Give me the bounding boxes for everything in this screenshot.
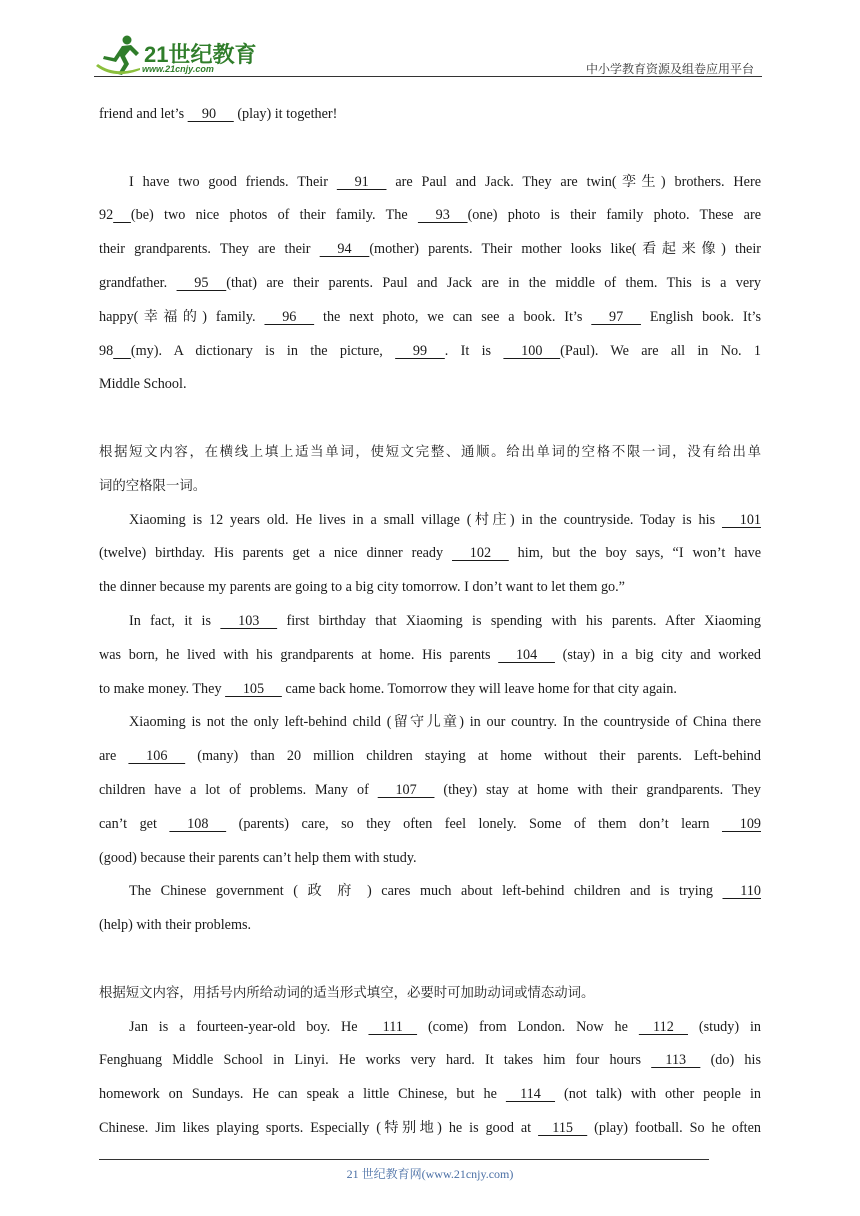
- text-line: happy(幸福的) family. 96 the next photo, we can see a book. It’s 97 English book. It’s: [99, 301, 761, 335]
- text-line: I have two good friends. Their 91 are Paul and Jack. They are twin(孪生) brothers. Here: [99, 166, 761, 200]
- answer-blank[interactable]: 94: [319, 241, 370, 258]
- answer-blank[interactable]: 95: [176, 274, 227, 291]
- answer-blank[interactable]: 99: [395, 342, 445, 359]
- document-body: [99, 98, 761, 1146]
- text-line: (twelve) birthday. His parents get a nice dinner ready 102 him, but the boy says, “I won’t have: [99, 537, 761, 571]
- logo-url: www.21cnjy.com: [142, 64, 214, 74]
- text-line: friend and let’s 90 (play) it together!: [99, 98, 761, 132]
- answer-blank[interactable]: 101: [721, 511, 761, 528]
- answer-blank[interactable]: 110: [722, 883, 761, 900]
- answer-blank[interactable]: 112: [638, 1018, 688, 1035]
- answer-blank[interactable]: 108: [169, 815, 227, 832]
- answer-blank[interactable]: [113, 199, 131, 233]
- answer-blank[interactable]: 96: [264, 308, 315, 325]
- answer-blank[interactable]: 115: [538, 1119, 588, 1136]
- platform-title: 中小学教育资源及组卷应用平台: [585, 62, 754, 76]
- answer-blank[interactable]: 113: [651, 1052, 701, 1069]
- text-line: (help) with their problems.: [99, 917, 252, 934]
- text-line: children have a lot of problems. Many of 107 (they) stay at home with their grandparents. They: [99, 774, 761, 808]
- answer-blank[interactable]: 107: [377, 781, 435, 798]
- text-line: 98 (my). A dictionary is in the picture, 99 . It is 100 (Paul). We are all in No. 1: [99, 335, 761, 369]
- text-line: 根据短文内容，用括号内所给动词的适当形式填空，必要时可加助动词或情态动词。: [99, 985, 595, 1001]
- text-line: 92 (be) two nice photos of their family. The 93 (one) photo is their family photo. These are: [99, 199, 761, 233]
- blank-line: [99, 943, 761, 977]
- answer-blank[interactable]: 97: [591, 308, 641, 325]
- text-line: their grandparents. They are their 94 (mother) parents. Their mother looks like(看起来像) their: [99, 233, 761, 267]
- footer-divider: [99, 1159, 709, 1160]
- answer-blank[interactable]: 90: [187, 106, 234, 122]
- text-line: Jan is a fourteen-year-old boy. He 111 (come) from London. Now he 112 (study) in: [99, 1011, 761, 1045]
- page-header: [0, 0, 860, 86]
- answer-blank[interactable]: 114: [505, 1086, 556, 1103]
- header-divider: [94, 76, 762, 77]
- text-line: 根据短文内容，在横线上填上适当单词，使短文完整、通顺。给出单词的空格不限一词，没有给出单: [99, 444, 761, 460]
- answer-blank[interactable]: 109: [721, 815, 761, 832]
- answer-blank[interactable]: [113, 335, 131, 369]
- answer-blank[interactable]: 111: [368, 1018, 418, 1035]
- answer-blank[interactable]: 93: [417, 207, 468, 224]
- answer-blank[interactable]: 102: [452, 545, 509, 562]
- answer-blank[interactable]: 104: [498, 646, 555, 663]
- answer-blank[interactable]: 91: [336, 173, 387, 190]
- text-line: 词的空格限一词。: [99, 478, 207, 494]
- logo-title: 21世纪教育: [144, 42, 257, 67]
- text-line: (good) because their parents can’t help them with study.: [99, 849, 417, 866]
- text-line: Middle School.: [99, 376, 187, 393]
- blank-line: [99, 132, 761, 166]
- answer-blank[interactable]: 106: [128, 748, 186, 765]
- answer-blank[interactable]: 100: [503, 342, 561, 359]
- text-line: In fact, it is 103 first birthday that Xiaoming is spending with his parents. After Xiaoming: [99, 605, 761, 639]
- text-line: to make money. They 105 came back home. Tomorrow they will leave home for that city again.: [99, 673, 761, 707]
- footer-text: 21 世纪教育网(www.21cnjy.com): [346, 1167, 514, 1181]
- text-line: The Chinese government ( 政 府 ) cares much about left-behind children and is trying 110: [99, 875, 761, 909]
- text-line: Fenghuang Middle School in Linyi. He works very hard. It takes him four hours 113 (do) his: [99, 1044, 761, 1078]
- text-line: Xiaoming is not the only left-behind child (留守儿童) in our country. In the countryside of China there: [129, 714, 761, 731]
- text-line: was born, he lived with his grandparents at home. His parents 104 (stay) in a big city and worked: [99, 639, 761, 673]
- logo: [94, 34, 264, 78]
- text-line: can’t get 108 (parents) care, so they often feel lonely. Some of them don’t learn 109: [99, 808, 761, 842]
- text-line: the dinner because my parents are going to a big city tomorrow. I don’t want to let them go.”: [99, 579, 625, 596]
- answer-blank[interactable]: 103: [220, 612, 278, 629]
- text-line: grandfather. 95 (that) are their parents. Paul and Jack are in the middle of them. This is a very: [99, 267, 761, 301]
- text-line: Chinese. Jim likes playing sports. Especially (特别地) he is good at 115 (play) football. So he often: [99, 1112, 761, 1146]
- text-line: homework on Sundays. He can speak a little Chinese, but he 114 (not talk) with other people in: [99, 1078, 761, 1112]
- answer-blank[interactable]: 105: [225, 680, 282, 697]
- runner-logo-icon: [94, 34, 144, 78]
- blank-line: [99, 402, 761, 436]
- text-line: are 106 (many) than 20 million children staying at home without their parents. Left-behind: [99, 740, 761, 774]
- text-line: Xiaoming is 12 years old. He lives in a small village (村庄) in the countryside. Today is his 101: [99, 504, 761, 538]
